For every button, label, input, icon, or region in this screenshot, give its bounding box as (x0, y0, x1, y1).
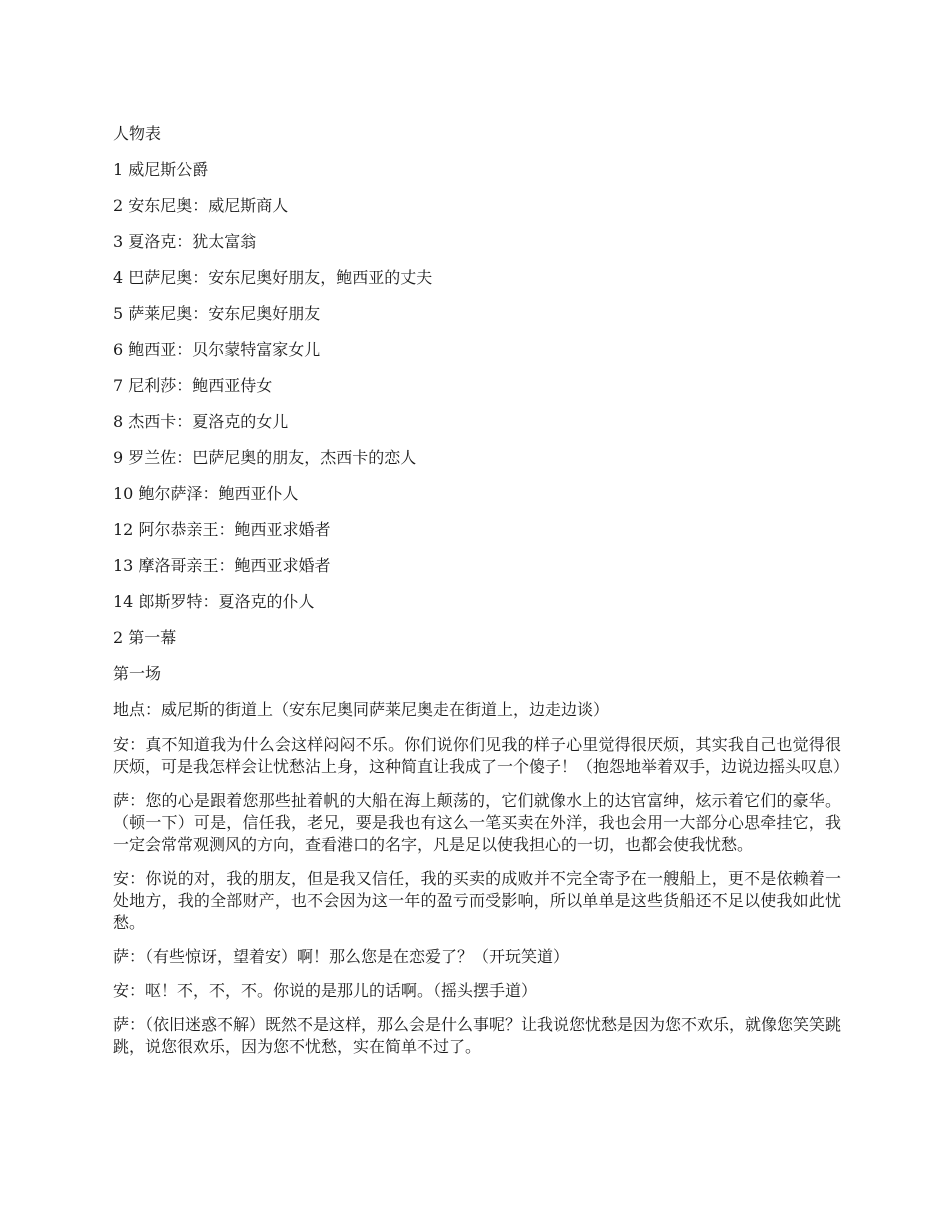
cast-item: 4 巴萨尼奥：安东尼奥好朋友，鲍西亚的丈夫 (113, 268, 433, 287)
cast-item: 9 罗兰佐：巴萨尼奥的朋友，杰西卡的恋人 (113, 448, 417, 467)
cast-title: 人物表 (113, 124, 162, 143)
cast-item: 10 鲍尔萨泽：鲍西亚仆人 (113, 484, 299, 503)
dialogue-paragraph: 萨：您的心是跟着您那些扯着帆的大船在海上颠荡的，它们就像水上的达官富绅，炫示着它们的豪华。（顿一下）可是，信任我，老兄，要是我也有这么一笔买卖在外洋，我也会用一大部分心思牵挂它，我一定会常常观测风的方向，查看港口的名字，凡是足以使我担心的一切，也都会使我忧愁。 (113, 791, 841, 854)
dialogue-paragraph: 安：你说的对，我的朋友，但是我又信任，我的买卖的成败并不完全寄予在一艘船上，更不是依赖着一处地方，我的全部财产，也不会因为这一年的盈亏而受影响，所以单单是这些货船还不足以使我如此忧愁。 (113, 869, 841, 932)
location-line: 地点：威尼斯的街道上（安东尼奥同萨莱尼奥走在街道上，边走边谈） (113, 700, 610, 719)
cast-item: 2 安东尼奥：威尼斯商人 (113, 196, 289, 215)
dialogue-paragraph: 萨：（有些惊讶，望着安）啊！那么您是在恋爱了？（开玩笑道） (113, 947, 570, 966)
dialogue-paragraph: 萨：（依旧迷惑不解）既然不是这样，那么会是什么事呢？让我说您忧愁是因为您不欢乐，就像您笑笑跳跳，说您很欢乐，因为您不忧愁，实在简单不过了。 (113, 1015, 842, 1056)
cast-item: 13 摩洛哥亲王：鲍西亚求婚者 (113, 556, 331, 575)
scene-heading: 第一场 (113, 664, 162, 683)
cast-item: 8 杰西卡：夏洛克的女儿 (113, 412, 289, 431)
cast-item: 14 郎斯罗特：夏洛克的仆人 (113, 592, 315, 611)
cast-item: 3 夏洛克：犹太富翁 (113, 232, 257, 251)
cast-item: 1 威尼斯公爵 (113, 160, 209, 179)
dialogue-paragraph: 安：呕！不，不，不。你说的是那儿的话啊。（摇头摆手道） (113, 981, 538, 1000)
document-page (113, 122, 850, 1070)
cast-item: 12 阿尔恭亲王：鲍西亚求婚者 (113, 520, 331, 539)
cast-item: 5 萨莱尼奥：安东尼奥好朋友 (113, 304, 321, 323)
cast-item: 7 尼利莎：鲍西亚侍女 (113, 376, 273, 395)
dialogue-paragraph: 安：真不知道我为什么会这样闷闷不乐。你们说你们见我的样子心里觉得很厌烦，其实我自己也觉得很厌烦，可是我怎样会让忧愁沾上身，这种简直让我成了一个傻子！（抱怨地举着双手，边说边摇头叹息） (113, 735, 850, 776)
act-heading: 2 第一幕 (113, 628, 177, 647)
cast-item: 6 鲍西亚：贝尔蒙特富家女儿 (113, 340, 321, 359)
